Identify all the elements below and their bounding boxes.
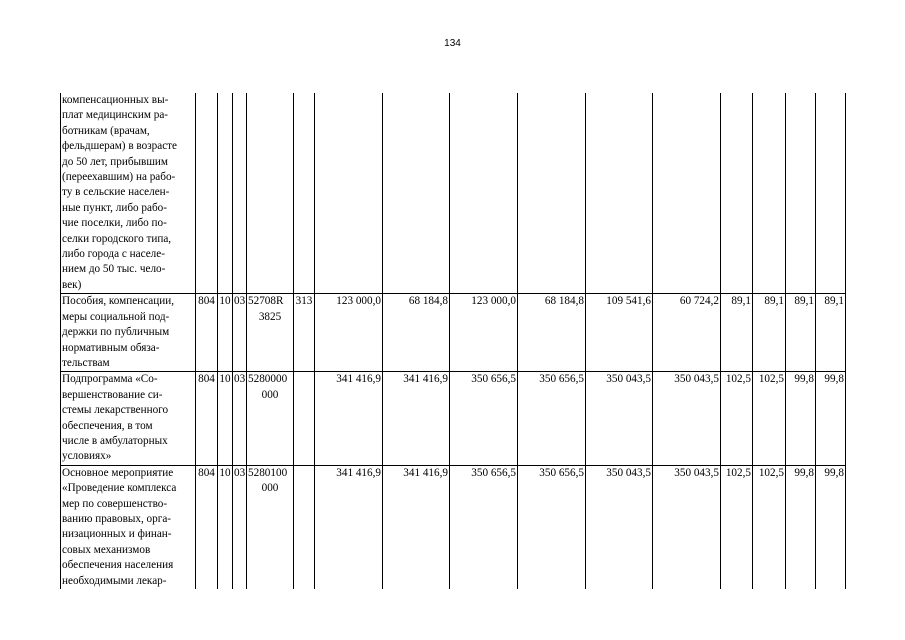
- value-cell: [383, 93, 450, 294]
- value-cell: 350 043,5: [586, 465, 653, 589]
- csr-cell: 5280100 000: [247, 465, 294, 589]
- percent-cell: 89,1: [786, 294, 816, 372]
- grbs-cell: [196, 93, 218, 294]
- budget-table: [60, 93, 846, 589]
- value-cell: 350 656,5: [450, 372, 518, 465]
- percent-cell: 89,1: [816, 294, 846, 372]
- pr-cell: 03: [233, 465, 247, 589]
- row-name-cell: компенсационных вы- плат медицинским ра- ботникам (врачам, фельдшерам) в возрасте до 50 лет, прибывшим (переехавшим) на рабо- ту в сельские населен- ные пункт, либо рабо- чие поселки, либо по- селки городского типа, либо города с населе- нием до 50 тыс. чело- век): [61, 93, 196, 294]
- pr-cell: 03: [233, 294, 247, 372]
- vr-cell: 313: [294, 294, 315, 372]
- value-cell: 341 416,9: [383, 465, 450, 589]
- percent-cell: [816, 93, 846, 294]
- rz-cell: 10: [218, 465, 233, 589]
- percent-cell: 99,8: [816, 372, 846, 465]
- table-row: [61, 93, 846, 294]
- value-cell: 350 656,5: [518, 372, 586, 465]
- percent-cell: 99,8: [786, 372, 816, 465]
- percent-cell: [786, 93, 816, 294]
- table-row: [61, 294, 846, 372]
- percent-cell: [753, 93, 786, 294]
- value-cell: [450, 93, 518, 294]
- value-cell: 350 656,5: [450, 465, 518, 589]
- percent-cell: 99,8: [786, 465, 816, 589]
- value-cell: 350 043,5: [653, 372, 721, 465]
- percent-cell: 89,1: [721, 294, 753, 372]
- value-cell: 350 656,5: [518, 465, 586, 589]
- value-cell: 341 416,9: [383, 372, 450, 465]
- value-cell: [518, 93, 586, 294]
- grbs-cell: 804: [196, 294, 218, 372]
- percent-cell: 102,5: [753, 372, 786, 465]
- value-cell: [315, 93, 383, 294]
- pr-cell: 03: [233, 372, 247, 465]
- percent-cell: 102,5: [721, 465, 753, 589]
- table-row: [61, 372, 846, 465]
- pr-cell: [233, 93, 247, 294]
- percent-cell: 89,1: [753, 294, 786, 372]
- value-cell: 341 416,9: [315, 465, 383, 589]
- value-cell: 123 000,0: [450, 294, 518, 372]
- value-cell: 60 724,2: [653, 294, 721, 372]
- page-number: 134: [444, 38, 461, 49]
- value-cell: [653, 93, 721, 294]
- value-cell: 350 043,5: [586, 372, 653, 465]
- value-cell: [586, 93, 653, 294]
- vr-cell: [294, 465, 315, 589]
- rz-cell: [218, 93, 233, 294]
- grbs-cell: 804: [196, 465, 218, 589]
- rz-cell: 10: [218, 372, 233, 465]
- vr-cell: [294, 93, 315, 294]
- row-name-cell: Подпрограмма «Со- вершенствование си- стемы лекарственного обеспечения, в том числе в амбулаторных условиях»: [61, 372, 196, 465]
- percent-cell: [721, 93, 753, 294]
- percent-cell: 102,5: [721, 372, 753, 465]
- row-name-cell: Основное мероприятие «Проведение комплекса мер по совершенство- ванию правовых, орга- низационных и финан- совых механизмов обеспечения населения необходимыми лекар-: [61, 465, 196, 589]
- value-cell: 123 000,0: [315, 294, 383, 372]
- row-name-cell: Пособия, компенсации, меры социальной под- держки по публичным нормативным обяза- тельствам: [61, 294, 196, 372]
- value-cell: 341 416,9: [315, 372, 383, 465]
- csr-cell: 5280000 000: [247, 372, 294, 465]
- value-cell: 68 184,8: [518, 294, 586, 372]
- value-cell: 109 541,6: [586, 294, 653, 372]
- grbs-cell: 804: [196, 372, 218, 465]
- csr-cell: [247, 93, 294, 294]
- value-cell: 68 184,8: [383, 294, 450, 372]
- value-cell: 350 043,5: [653, 465, 721, 589]
- percent-cell: 99,8: [816, 465, 846, 589]
- vr-cell: [294, 372, 315, 465]
- rz-cell: 10: [218, 294, 233, 372]
- table-row: [61, 465, 846, 589]
- percent-cell: 102,5: [753, 465, 786, 589]
- csr-cell: 52708R 3825: [247, 294, 294, 372]
